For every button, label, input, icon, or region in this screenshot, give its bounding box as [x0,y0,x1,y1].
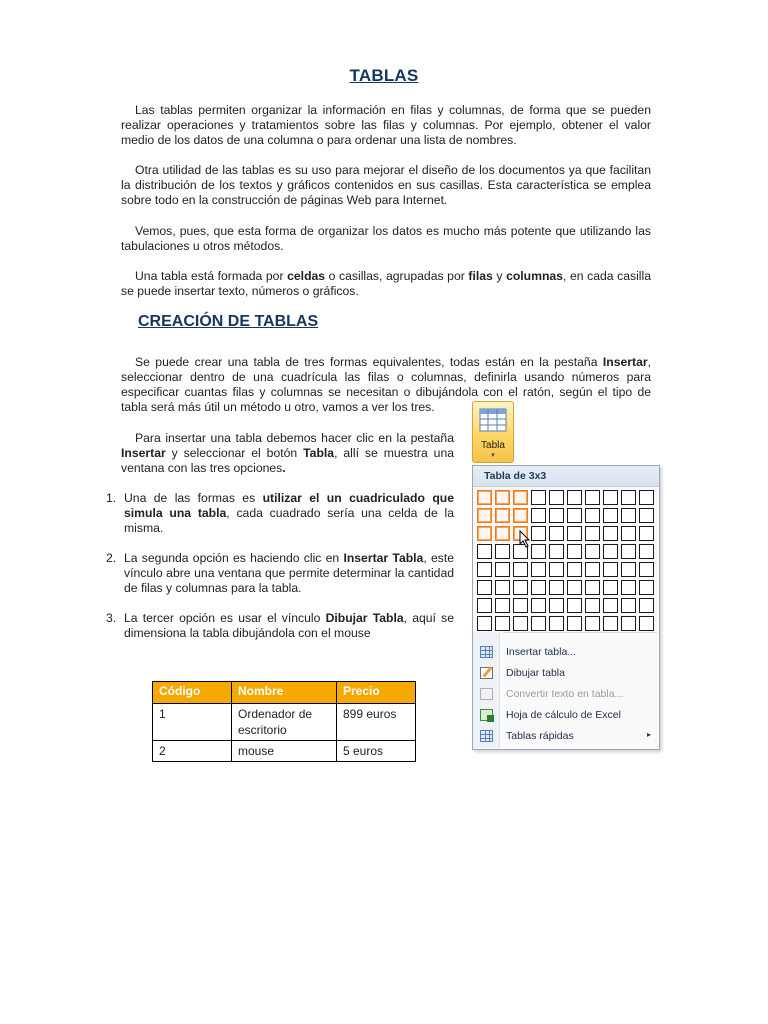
grid-cell[interactable] [567,562,582,577]
text-run: Una tabla está formada por [135,269,288,283]
grid-cell[interactable] [639,598,654,613]
grid-cell[interactable] [477,526,492,541]
page-title: TABLAS [349,66,419,85]
grid-cell[interactable] [513,616,528,631]
grid-cell[interactable] [567,544,582,559]
table-cell: 899 euros [337,704,416,741]
insert-table-dropdown [472,465,660,750]
grid-cell[interactable] [603,526,618,541]
text-run: Una de las formas es [124,491,263,505]
menu-item-draw-table[interactable] [473,663,659,684]
grid-cell[interactable] [621,598,636,613]
grid-cell[interactable] [567,616,582,631]
text-run: La tercer opción es usar el vínculo [124,611,326,625]
list-item [104,611,454,641]
grid-cell[interactable] [621,580,636,595]
quick-tables-icon [480,730,493,742]
text-run: La segunda opción es haciendo clic en [124,551,344,565]
table-cell: 5 euros [337,741,416,762]
grid-cell[interactable] [513,598,528,613]
grid-cell[interactable] [495,544,510,559]
grid-cell[interactable] [495,598,510,613]
bold-term-celdas: celdas [287,269,326,283]
grid-cell[interactable] [585,526,600,541]
grid-cell[interactable] [477,616,492,631]
bold-term-columnas: columnas [506,269,563,283]
grid-cell[interactable] [603,490,618,505]
intro-paragraph-3 [121,224,651,254]
menu-item-label: Convertir texto en tabla... [506,688,624,700]
submenu-arrow-icon: ▸ [646,730,651,739]
creation-paragraph-1 [121,355,651,415]
list-item [104,491,454,536]
bold-term: utilizar el un cuadriculado que simula una tabla [124,491,454,520]
grid-cell[interactable] [603,580,618,595]
section-title: CREACIÓN DE TABLAS [138,313,319,330]
bold-term-insertar: Insertar [121,446,166,460]
grid-cell[interactable] [603,508,618,523]
grid-cell[interactable] [495,526,510,541]
text-run: , seleccionar dentro de una cuadrícula las filas o columnas, definirla usando números para especificar cuantas filas y columnas se necesitan o dibujándola con el ratón, según el tipo de tabla será más útil un método u otro, vamos a ver los tres. [121,355,651,414]
grid-cell[interactable] [639,580,654,595]
excel-sheet-icon [480,709,493,721]
grid-cell[interactable] [549,616,564,631]
grid-cell[interactable] [531,490,546,505]
text-run: . [282,461,286,475]
draw-table-icon [480,667,493,679]
table-cell: Ordenador de escritorio [232,704,337,741]
text-run: y [492,269,507,283]
grid-cell[interactable] [531,562,546,577]
column-header: Precio [337,682,416,704]
text-run: , cada cuadrado sería una celda de la misma. [124,506,454,535]
intro-text-1: Las tablas permiten organizar la información en filas y columnas, de forma que se pueden realizar operaciones y tratamientos sobre las filas y columnas. Por ejemplo, obtener el valor medio de los datos de una columna o para ordenar una lista de nombres. [121,103,651,147]
grid-cell[interactable] [567,580,582,595]
table-cell: 1 [153,704,232,741]
grid-cell[interactable] [567,526,582,541]
list-number: 1. [106,491,117,505]
grid-size-header [473,466,659,487]
text-run: o casillas, agrupadas por [325,269,469,283]
creation-paragraph-2 [121,431,454,476]
table-row [153,741,416,762]
list-number: 2. [106,551,117,565]
grid-cell[interactable] [603,616,618,631]
bold-term: Dibujar Tabla [325,611,404,625]
table-cell: 2 [153,741,232,762]
grid-cell[interactable] [477,490,492,505]
grid-cell[interactable] [621,562,636,577]
grid-size-label: Tabla de 3x3 [484,470,547,482]
grid-cell[interactable] [495,508,510,523]
grid-cell[interactable] [621,490,636,505]
menu-item-label: Tablas rápidas [506,730,574,742]
tabla-ribbon-button[interactable] [472,401,514,463]
grid-cell[interactable] [513,580,528,595]
grid-cell[interactable] [531,580,546,595]
insert-table-icon [480,646,493,658]
grid-cell[interactable] [477,598,492,613]
intro-text-2: Otra utilidad de las tablas es su uso para mejorar el diseño de los documentos ya que facilitan la distribución de los textos y gráficos contenidos en sus casillas. Esta característica se emplea sobre todo en la construcción de páginas Web para Internet. [121,163,651,207]
grid-cell[interactable] [495,562,510,577]
grid-cell[interactable] [603,562,618,577]
grid-cell[interactable] [549,490,564,505]
grid-cell[interactable] [495,490,510,505]
dropdown-arrow-icon: ▾ [491,452,495,459]
grid-cell[interactable] [531,526,546,541]
text-run: Para insertar una tabla debemos hacer clic en la pestaña [135,431,454,445]
intro-text-3: Vemos, pues, que esta forma de organizar los datos es mucho más potente que utilizando las tabulaciones u otros métodos. [121,224,651,253]
grid-cell[interactable] [531,544,546,559]
table-header-row [153,682,416,704]
grid-cell[interactable] [513,490,528,505]
grid-cell[interactable] [567,490,582,505]
menu-divider [503,632,657,633]
grid-cell[interactable] [531,598,546,613]
table-cell: mouse [232,741,337,762]
text-run: y seleccionar el botón [165,446,304,460]
bold-term-insertar: Insertar [602,355,648,369]
grid-cell[interactable] [585,544,600,559]
grid-cell[interactable] [603,598,618,613]
menu-item-label: Hoja de cálculo de Excel [506,709,621,721]
grid-cell[interactable] [585,616,600,631]
grid-cell[interactable] [585,562,600,577]
bold-term: Insertar Tabla [343,551,424,565]
grid-cell[interactable] [477,508,492,523]
grid-cell[interactable] [639,562,654,577]
bold-term-tabla: Tabla [303,446,335,460]
grid-cell[interactable] [567,508,582,523]
grid-cell[interactable] [477,562,492,577]
menu-item-label: Dibujar tabla [506,667,565,679]
grid-cell[interactable] [621,616,636,631]
grid-cell[interactable] [639,616,654,631]
grid-cell[interactable] [477,544,492,559]
grid-cell[interactable] [495,580,510,595]
text-run: , este vínculo abre una ventana que permite determinar la cantidad de filas y columnas para la tabla. [124,551,455,595]
list-number: 3. [106,611,117,625]
table-icon [479,408,507,432]
grid-cell[interactable] [549,598,564,613]
grid-cell[interactable] [549,562,564,577]
menu-item-excel-sheet[interactable] [473,705,659,726]
grid-cell[interactable] [549,544,564,559]
grid-cell[interactable] [639,508,654,523]
grid-cell[interactable] [531,508,546,523]
grid-cell[interactable] [495,616,510,631]
intro-paragraph-2 [121,163,651,208]
grid-cell[interactable] [603,544,618,559]
grid-cell[interactable] [549,526,564,541]
grid-cell[interactable] [477,580,492,595]
grid-cell[interactable] [585,580,600,595]
grid-cell[interactable] [585,490,600,505]
text-run: , allí se muestra una ventana con las tres opciones [121,446,454,475]
grid-cell[interactable] [513,562,528,577]
menu-item-insert-table[interactable] [473,642,659,663]
menu-item-quick-tables[interactable] [473,726,659,747]
menu-item-label: Insertar tabla... [506,646,577,658]
example-table [152,681,416,762]
grid-cell[interactable] [531,616,546,631]
list-item [104,551,454,596]
grid-cell[interactable] [585,598,600,613]
grid-cell[interactable] [621,508,636,523]
mouse-pointer-icon [519,530,531,551]
intro-paragraph-1 [121,103,651,148]
grid-cell[interactable] [549,508,564,523]
grid-cell[interactable] [549,580,564,595]
column-header: Nombre [232,682,337,704]
menu-item-convert-text [473,684,659,705]
intro-paragraph-4 [121,269,651,299]
grid-cell[interactable] [621,526,636,541]
bold-term-filas: filas [468,269,493,283]
text-run: , aquí se dimensiona la tabla dibujándola con el mouse [124,611,454,640]
tabla-button-label: Tabla [481,440,505,451]
text-run: Se puede crear una tabla de tres formas equivalentes, todas están en la pestaña [135,355,603,369]
grid-cell[interactable] [639,544,654,559]
text-run: , en cada casilla se puede insertar texto, números o gráficos. [121,269,651,298]
grid-cell[interactable] [639,526,654,541]
grid-cell[interactable] [513,508,528,523]
table-row [153,704,416,741]
grid-cell[interactable] [585,508,600,523]
convert-text-icon [480,688,493,700]
grid-cell[interactable] [621,544,636,559]
column-header: Código [153,682,232,704]
options-list [104,491,454,656]
grid-cell[interactable] [639,490,654,505]
grid-cell[interactable] [567,598,582,613]
